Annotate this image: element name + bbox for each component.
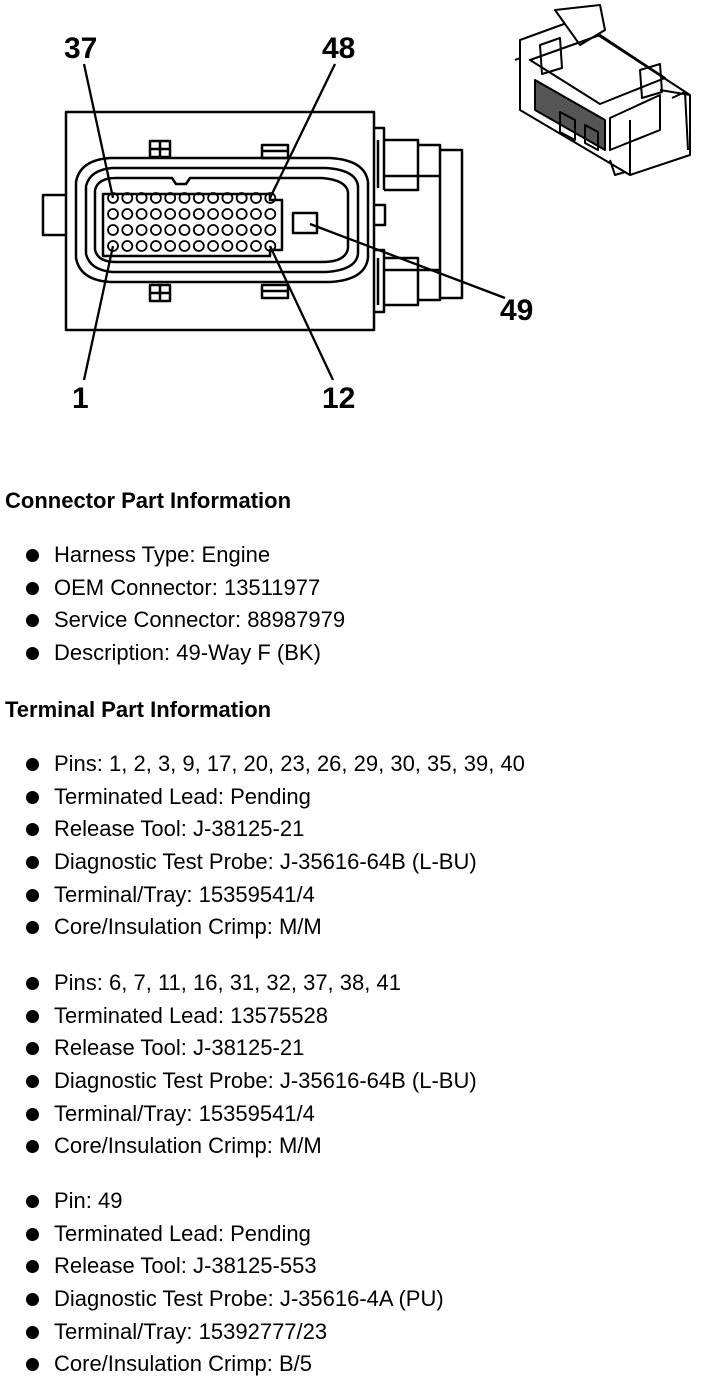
pin-hole: [151, 225, 161, 235]
pin-hole: [194, 241, 204, 251]
pin-hole: [222, 241, 232, 251]
bullet-icon: [26, 1260, 39, 1273]
pin-hole: [265, 225, 275, 235]
shroud-rim: [95, 178, 348, 262]
terminal-group-3: [0, 1187, 444, 1383]
list-item: Terminal/Tray: 15359541/4: [0, 881, 525, 914]
list-item: Pin: 49: [0, 1187, 444, 1220]
leader-12: [270, 246, 333, 380]
pin-hole: [194, 225, 204, 235]
list-item: Terminated Lead: Pending: [0, 1220, 444, 1253]
callout-48: 48: [322, 32, 356, 65]
bullet-icon: [26, 1140, 39, 1153]
pin-hole: [237, 225, 247, 235]
pin-hole: [165, 209, 175, 219]
pin-hole: [151, 241, 161, 251]
pin-hole: [137, 225, 147, 235]
list-item: Pins: 6, 7, 11, 16, 31, 32, 37, 38, 41: [0, 969, 477, 1002]
pin-hole: [237, 209, 247, 219]
list-item: Terminal/Tray: 15359541/4: [0, 1100, 477, 1133]
list-item: Core/Insulation Crimp: M/M: [0, 913, 525, 946]
pin-hole: [251, 241, 261, 251]
bullet-icon: [26, 791, 39, 804]
connector-info-heading: Connector Part Information: [5, 488, 292, 513]
bullet-icon: [26, 582, 39, 595]
bullet-icon: [26, 823, 39, 836]
pin-hole: [251, 225, 261, 235]
callout-12: 12: [322, 382, 356, 415]
list-item: Core/Insulation Crimp: M/M: [0, 1132, 477, 1165]
pin-hole: [251, 209, 261, 219]
pin-hole: [208, 225, 218, 235]
bullet-icon: [26, 647, 39, 660]
pin-grid: [108, 193, 275, 251]
pin-hole: [180, 241, 190, 251]
callout-1: 1: [72, 382, 89, 415]
shroud-outer: [76, 158, 368, 282]
bullet-icon: [26, 1108, 39, 1121]
left-ear: [43, 195, 66, 235]
leader-1: [84, 246, 113, 380]
list-item: OEM Connector: 13511977: [0, 574, 345, 607]
pin-49-cavity: [293, 213, 317, 233]
bullet-icon: [26, 1358, 39, 1371]
bullet-icon: [26, 614, 39, 627]
connector-body: [66, 112, 374, 330]
connector-info-list: [0, 541, 345, 672]
pin-hole: [122, 241, 132, 251]
pin-hole: [137, 241, 147, 251]
pin-hole: [265, 209, 275, 219]
pin-hole: [194, 209, 204, 219]
pin-hole: [165, 225, 175, 235]
bullet-icon: [26, 1075, 39, 1088]
bullet-icon: [26, 1228, 39, 1241]
list-item: Release Tool: J-38125-21: [0, 815, 525, 848]
pin-hole: [222, 225, 232, 235]
bullet-icon: [26, 549, 39, 562]
pin-hole: [108, 209, 118, 219]
pin-hole: [122, 225, 132, 235]
pin-hole: [165, 241, 175, 251]
bullet-icon: [26, 1293, 39, 1306]
pin-hole: [137, 209, 147, 219]
pin-hole: [108, 225, 118, 235]
terminal-info-heading: Terminal Part Information: [5, 697, 272, 722]
bullet-icon: [26, 856, 39, 869]
connector-3d-illustration: [515, 5, 690, 175]
list-item: Harness Type: Engine: [0, 541, 345, 574]
callout-37: 37: [64, 32, 98, 65]
bullet-icon: [26, 1195, 39, 1208]
bullet-icon: [26, 889, 39, 902]
bullet-icon: [26, 758, 39, 771]
terminal-group-2: [0, 969, 477, 1165]
bullet-icon: [26, 921, 39, 934]
list-item: Description: 49-Way F (BK): [0, 639, 345, 672]
pin-hole: [208, 241, 218, 251]
bullet-icon: [26, 1010, 39, 1023]
list-item: Diagnostic Test Probe: J-35616-64B (L-BU): [0, 1067, 477, 1100]
bullet-icon: [26, 977, 39, 990]
pin-hole: [180, 209, 190, 219]
pin-hole: [180, 225, 190, 235]
list-item: Service Connector: 88987979: [0, 606, 345, 639]
pin-hole: [151, 209, 161, 219]
list-item: Release Tool: J-38125-21: [0, 1034, 477, 1067]
list-item: Diagnostic Test Probe: J-35616-4A (PU): [0, 1285, 444, 1318]
list-item: Diagnostic Test Probe: J-35616-64B (L-BU): [0, 848, 525, 881]
list-item: Core/Insulation Crimp: B/5: [0, 1350, 444, 1383]
pin-hole: [208, 209, 218, 219]
pin-hole: [222, 209, 232, 219]
list-item: Terminated Lead: 13575528: [0, 1002, 477, 1035]
terminal-group-1: [0, 750, 525, 946]
callout-49: 49: [500, 294, 534, 327]
list-item: Terminated Lead: Pending: [0, 783, 525, 816]
right-ear: [374, 205, 385, 225]
list-item: Pins: 1, 2, 3, 9, 17, 20, 23, 26, 29, 30, 35, 39, 40: [0, 750, 525, 783]
bullet-icon: [26, 1042, 39, 1055]
pin-hole: [122, 209, 132, 219]
leader-49: [310, 224, 505, 298]
list-item: Terminal/Tray: 15392777/23: [0, 1318, 444, 1351]
pin-hole: [237, 241, 247, 251]
list-item: Release Tool: J-38125-553: [0, 1252, 444, 1285]
connector-diagram: [0, 0, 704, 440]
bullet-icon: [26, 1326, 39, 1339]
